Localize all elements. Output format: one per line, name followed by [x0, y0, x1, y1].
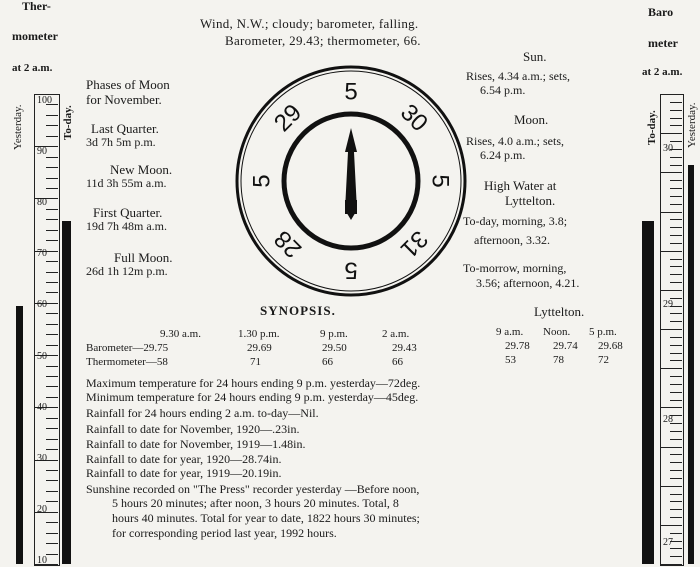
lyttelton-barometer-3: 29.68: [598, 340, 623, 352]
lyttelton-thermometer-1: 53: [505, 354, 516, 366]
thermometer-scale-label: 50: [37, 350, 47, 362]
barometer-tick: [670, 462, 682, 463]
thermometer-value-3: 66: [322, 356, 333, 368]
today-pressure-bar: [642, 221, 654, 564]
min-temperature: Minimum temperature for 24 hours ending 9 p.m. yesterday—45deg.: [86, 390, 419, 404]
high-water-today-1: To-day, morning, 3.8;: [463, 214, 568, 228]
moon-sets: 6.24 p.m.: [480, 148, 526, 162]
barometer-tick: [670, 556, 682, 557]
thermometer-tick: [46, 115, 58, 116]
barometer-tick: [670, 454, 682, 455]
dial-number: 30: [394, 99, 433, 138]
moon-phases-heading-1: Phases of Moon: [86, 77, 170, 92]
thermometer-scale-label: 40: [37, 401, 47, 413]
thermometer-tick: [46, 449, 58, 450]
barometer-tick: [670, 345, 682, 346]
thermometer-scale-label: 20: [37, 503, 47, 515]
lyttelton-title: Lyttelton.: [534, 304, 585, 319]
thermometer-tick: [46, 397, 58, 398]
thermometer-tick: [46, 386, 58, 387]
thermometer-title-line3: at 2 a.m.: [12, 62, 53, 74]
barometer-tick: [670, 392, 682, 393]
thermometer-tick: [46, 418, 58, 419]
barometer-title-line2: meter: [648, 36, 678, 50]
thermometer-tick: [46, 522, 58, 523]
high-water-today-2: afternoon, 3.32.: [474, 233, 550, 247]
thermometer-tick: [46, 125, 58, 126]
lyttelton-time-2: Noon.: [543, 326, 571, 338]
barometer-title-line1: Baro: [648, 5, 674, 19]
thermometer-scale-label: 30: [37, 452, 47, 464]
last-quarter-time: 3d 7h 5m p.m.: [86, 135, 156, 149]
barometer-tick: [670, 274, 682, 275]
thermometer-tick: [46, 554, 58, 555]
barometer-tick: [670, 321, 682, 322]
barometer-tick: [660, 133, 682, 134]
barometer-tick: [670, 509, 682, 510]
barometer-tick: [670, 180, 682, 181]
barometer-tick: [670, 501, 682, 502]
thermometer-value-2: 71: [250, 356, 261, 368]
thermometer-value-4: 66: [392, 356, 403, 368]
barometer-tick: [660, 368, 682, 369]
sunshine-line-1: Sunshine recorded on "The Press" recorder yesterday —Before noon,: [86, 482, 420, 496]
thermometer-title-line2: mometer: [12, 29, 58, 43]
barometer-tick: [670, 259, 682, 260]
thermometer-scale-label: 10: [37, 555, 47, 566]
thermometer-tick: [46, 313, 58, 314]
barometer-tick: [660, 172, 682, 173]
barometer-tick: [670, 235, 682, 236]
barometer-tick: [670, 517, 682, 518]
barometer-tick: [670, 313, 682, 314]
moon-title: Moon.: [514, 112, 549, 127]
time-header-1: 9.30 a.m.: [160, 328, 201, 340]
dial-number: 28: [269, 224, 308, 263]
thermometer-scale-frame: [34, 94, 60, 566]
thermometer-tick: [46, 178, 58, 179]
barometer-tick: [670, 353, 682, 354]
thermometer-tick: [46, 366, 58, 367]
thermometer-tick: [46, 501, 58, 502]
barometer-tick: [660, 447, 682, 448]
barometer-value-3: 29.50: [322, 342, 347, 354]
tide-dial: [232, 62, 470, 300]
barometer-tick: [670, 266, 682, 267]
barometer-tick: [670, 282, 682, 283]
dial-number: 31: [394, 224, 433, 263]
thermometer-scale-label: 100: [37, 95, 52, 106]
dial-number: 5: [426, 174, 454, 188]
lyttelton-time-1: 9 a.m.: [496, 326, 524, 338]
yesterday-temperature-bar: [16, 306, 23, 565]
thermometer-tick: [46, 167, 58, 168]
weather-line-2: Barometer, 29.43; thermometer, 66.: [225, 33, 421, 48]
barometer-tick: [670, 165, 682, 166]
barometer-tick: [660, 212, 682, 213]
thermometer-tick: [46, 261, 58, 262]
new-moon-title: New Moon.: [110, 162, 173, 177]
time-header-2: 1.30 p.m.: [238, 328, 280, 340]
first-quarter-time: 19d 7h 48m a.m.: [86, 219, 167, 233]
sun-sets: 6.54 p.m.: [480, 83, 526, 97]
lyttelton-barometer-2: 29.74: [553, 340, 578, 352]
barometer-tick: [670, 478, 682, 479]
barometer-tick: [670, 384, 682, 385]
synopsis-title: SYNOPSIS.: [260, 303, 336, 318]
thermometer-tick: [46, 376, 58, 377]
thermometer-tick: [46, 272, 58, 273]
barometer-tick: [670, 439, 682, 440]
thermometer-tick: [46, 188, 58, 189]
barometer-tick: [670, 360, 682, 361]
thermometer-tick: [46, 470, 58, 471]
barometer-tick: [670, 227, 682, 228]
high-water-tomorrow-2: 3.56; afternoon, 4.21.: [476, 276, 580, 290]
barometer-scale-label: 29: [663, 299, 673, 311]
barometer-tick: [670, 102, 682, 103]
barometer-tick: [660, 329, 682, 330]
high-water-tomorrow-1: To-morrow, morning,: [463, 261, 567, 275]
barometer-tick: [660, 290, 682, 291]
max-temperature: Maximum temperature for 24 hours ending 9 p.m. yesterday—72deg.: [86, 376, 421, 390]
thermometer-tick: [46, 334, 58, 335]
barometer-title-line3: at 2 a.m.: [642, 66, 683, 78]
dial-number: 29: [269, 99, 308, 138]
thermometer-row-label: Thermometer—58: [86, 356, 168, 368]
time-header-3: 9 p.m.: [320, 328, 348, 340]
thermometer-scale-label: 70: [37, 248, 47, 260]
barometer-tick: [670, 188, 682, 189]
thermometer-tick: [46, 219, 58, 220]
barometer-value-4: 29.43: [392, 342, 417, 354]
barometer-tick: [660, 525, 682, 526]
barometer-yesterday-label: Yesterday.: [686, 102, 698, 148]
lyttelton-barometer-1: 29.78: [505, 340, 530, 352]
sunshine-line-2: 5 hours 20 minutes; after noon, 3 hours 20 minutes. Total, 8: [112, 496, 399, 510]
barometer-scale-label: 28: [663, 413, 673, 425]
sunshine-line-3: hours 40 minutes. Total for year to date, 1822 hours 30 minutes;: [112, 511, 420, 525]
dial-number: 5: [344, 78, 358, 106]
thermometer-tick: [46, 209, 58, 210]
thermometer-scale-label: 90: [37, 146, 47, 158]
high-water-title-2: Lyttelton.: [505, 193, 556, 208]
thermometer-tick: [46, 157, 58, 158]
moon-phases-heading-2: for November.: [86, 92, 162, 107]
thermometer-tick: [46, 240, 58, 241]
barometer-today-label: To-day.: [646, 110, 658, 145]
sun-title: Sun.: [523, 49, 547, 64]
barometer-tick: [670, 118, 682, 119]
barometer-tick: [660, 564, 682, 565]
thermometer-scale-label: 80: [37, 197, 47, 209]
barometer-tick: [670, 110, 682, 111]
rainfall-24-hours: Rainfall for 24 hours ending 2 a.m. to-day—Nil.: [86, 406, 319, 420]
rainfall-year-1920: Rainfall to date for year, 1920—28.74in.: [86, 452, 282, 466]
barometer-tick: [670, 533, 682, 534]
barometer-scale-label: 30: [663, 143, 673, 155]
thermometer-tick: [46, 345, 58, 346]
thermometer-tick: [46, 428, 58, 429]
dial-number: 5: [248, 174, 276, 188]
barometer-tick: [670, 376, 682, 377]
thermometer-tick: [46, 282, 58, 283]
thermometer-tick: [46, 230, 58, 231]
full-moon-title: Full Moon.: [114, 250, 173, 265]
barometer-scale-label: 27: [663, 537, 673, 549]
yesterday-label: Yesterday.: [12, 104, 24, 150]
barometer-tick: [670, 400, 682, 401]
thermometer-tick: [46, 439, 58, 440]
barometer-tick: [670, 548, 682, 549]
dial-needle-icon: [345, 128, 357, 220]
barometer-tick: [660, 407, 682, 408]
thermometer-tick: [46, 491, 58, 492]
barometer-row-label: Barometer—29.75: [86, 342, 169, 354]
weather-line-1: Wind, N.W.; cloudy; barometer, falling.: [200, 16, 419, 31]
today-label: To-day.: [62, 105, 74, 140]
first-quarter-title: First Quarter.: [93, 205, 163, 220]
lyttelton-thermometer-2: 78: [553, 354, 564, 366]
thermometer-tick: [46, 324, 58, 325]
moon-rises: Rises, 4.0 a.m.; sets,: [466, 134, 564, 148]
barometer-tick: [670, 196, 682, 197]
barometer-tick: [670, 141, 682, 142]
thermometer-tick: [46, 292, 58, 293]
thermometer-scale-label: 60: [37, 299, 47, 311]
last-quarter-title: Last Quarter.: [91, 121, 159, 136]
barometer-tick: [670, 337, 682, 338]
rainfall-november-1919: Rainfall to date for November, 1919—1.48in.: [86, 437, 306, 451]
barometer-tick: [660, 486, 682, 487]
sun-rises: Rises, 4.34 a.m.; sets,: [466, 69, 570, 83]
new-moon-time: 11d 3h 55m a.m.: [86, 176, 167, 190]
barometer-value-2: 29.69: [247, 342, 272, 354]
yesterday-pressure-bar: [688, 165, 694, 565]
thermometer-tick: [46, 533, 58, 534]
barometer-tick: [670, 157, 682, 158]
barometer-tick: [670, 219, 682, 220]
today-temperature-bar: [62, 221, 71, 564]
sunshine-line-4: for corresponding period last year, 1992 hours.: [112, 526, 337, 540]
barometer-tick: [660, 251, 682, 252]
barometer-tick: [670, 431, 682, 432]
dial-number: 5: [344, 256, 358, 284]
lyttelton-time-3: 5 p.m.: [589, 326, 617, 338]
thermometer-tick: [46, 136, 58, 137]
barometer-tick: [660, 94, 682, 95]
thermometer-tick: [46, 480, 58, 481]
thermometer-title-line1: Ther-: [22, 0, 51, 13]
rainfall-year-1919: Rainfall to date for year, 1919—20.19in.: [86, 466, 282, 480]
barometer-tick: [670, 470, 682, 471]
lyttelton-thermometer-3: 72: [598, 354, 609, 366]
time-header-4: 2 a.m.: [382, 328, 410, 340]
barometer-tick: [670, 125, 682, 126]
rainfall-november-1920: Rainfall to date for November, 1920—.23in.: [86, 422, 300, 436]
high-water-title-1: High Water at: [484, 178, 557, 193]
barometer-tick: [670, 494, 682, 495]
thermometer-tick: [46, 543, 58, 544]
barometer-tick: [670, 204, 682, 205]
barometer-tick: [670, 243, 682, 244]
full-moon-time: 26d 1h 12m p.m.: [86, 264, 168, 278]
